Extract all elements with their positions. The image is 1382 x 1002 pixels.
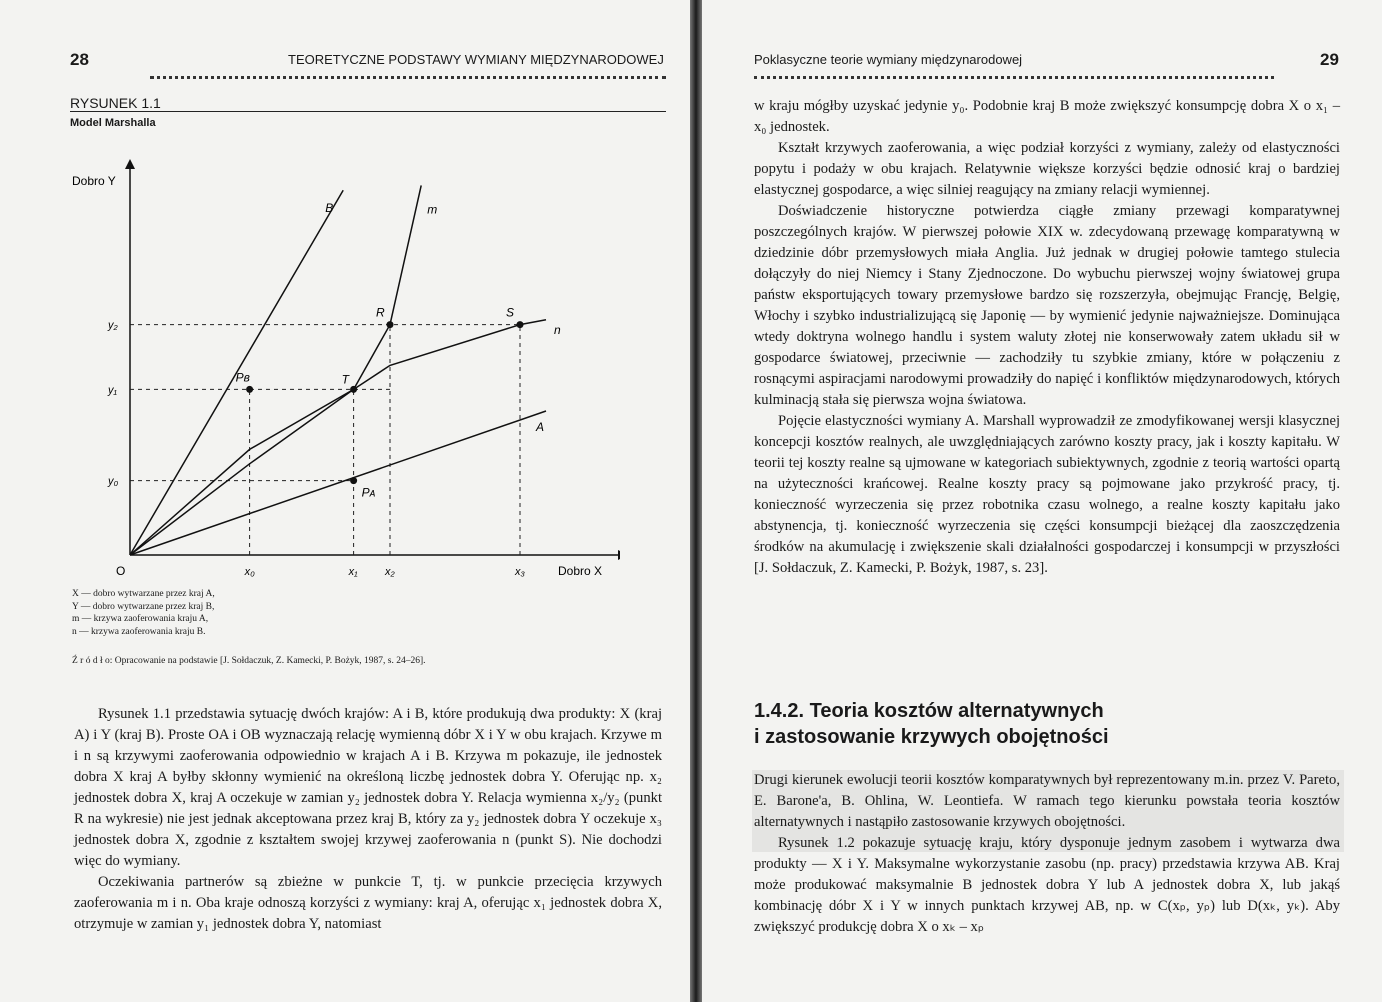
section-heading [754,698,1354,750]
paragraph: Drugi kierunek ewolucji teorii kosztów komparatywnych był reprezentowany m.in. przez V. Pareto, E. Barone'a, B. Ohlina, W. Leontiefa. W ramach tego kierunku powstała teoria kosztów alternatywnych i nastąpiło zastosowanie krzywych obojętności. [754,772,1340,830]
point-Pᴀ [350,477,357,484]
figure-title: Model Marshalla [70,117,156,129]
running-head-right: Poklasyczne teorie wymiany międzynarodowej [754,52,1023,67]
point-label-B: B [325,201,334,216]
x-tick-label: x₀ [244,566,255,578]
x-axis-label: Dobro X [558,564,603,578]
figure-source: Ź r ó d ł o: Opracowanie na podstawie [J. Sołdaczuk, Z. Kamecki, P. Bożyk, 1987, s. 24–26]. [72,656,426,666]
point-label-T: T [341,372,349,387]
left-body-text [74,704,662,935]
series-label-a: A [536,420,545,434]
left-page [0,0,690,1002]
point-label-R: R [376,305,385,320]
legend-item: Y — dobro wytwarzane przez kraj B, [72,601,215,612]
x-axis-arrow [618,550,620,560]
paragraph: Oczekiwania partnerów są zbieżne w punkcie T, tj. w punkcie przecięcia krzywych zaoferowania m i n. Oba kraje odnoszą korzyści z wymiany: kraj A, oferując x₁ jednostek dobra X, otrzymuje w zamian y₁ jednostek dobra Y, natomiast [74,874,662,932]
marshall-chart [60,150,620,580]
series-line-OA [130,411,546,555]
point-T [350,386,357,393]
y-tick-label: y₂ [108,319,118,332]
series-label-n: n [554,322,561,337]
right-body-text [754,96,1340,579]
x-tick-label: x₃ [515,566,525,578]
page-number-left: 28 [70,50,89,69]
x-tick-label: x₁ [348,566,358,578]
series-line-m [130,185,421,555]
legend-item: m — krzywa zaoferowania kraju A, [72,614,209,624]
page-number-right: 29 [1320,50,1339,69]
right-body-text-2 [754,770,1340,938]
section-heading-line: 1.4.2. Teoria kosztów alternatywnych [754,700,1104,722]
paragraph: Doświadczenie historyczne potwierdza ciągłe zmiany przewagi komparatywnej poszczególnych krajów. W pierwszej połowie XIX w. zdecydowaną przewagę komparatywną w dziedzinie dóbr przemysłowych miała Anglia. Już jednak w drugiej połowie tamtego stulecia dołączyły do niej Niemcy i Stany Zjednoczone. Do wybuchu pierwszej wojny światowej grupa państw eksportujących towary przemysłowe bardzo się rozszerzyła, obejmując Francję, Belgię, Włochy i szybko industrializującą się Japonię — by wymienić jedynie najważniejsze. Dominująca wtedy doktryna wolnego handlu i system waluty złotej nie konserwowały zatem układu sił w gospodarce światowej, przeciwnie — zachodziły tu szybkie zmiany, które w połączeniu z rosnącymi aspiracjami narodowymi prowadziły do napięć i konfliktów międzynarodowych, których kulminacją stała się pierwsza wojna światowa. [754,203,1340,408]
paragraph: Rysunek 1.1 przedstawia sytuację dwóch krajów: A i B, które produkują dwa produkty: X (kraj A) i Y (kraj B). Proste OA i OB wyznaczają relację wymienną dóbr X i Y w obu krajach. Krzywe m i n są krzywymi zaoferowania odpowiednio w krajach A i B. Krzywa m pokazuje, ile jednostek dobra X kraj A byłby skłonny wymienić na określoną liczbę jednostek dobra Y. Oferując np. x₂ jednostek dobra X, kraj A oczekuje w zamian y₂ jednostek dobra Y. Relacja wymienna x₂/y₂ (punkt R na wykresie) nie jest jednak akceptowana przez kraj B, który za y₂ jednostek dobra Y oczekuje x₃ jednostek dobra X, zgodnie z kształtem swojej krzywej zaoferowania n (punkt S). Nie dochodzi więc do wymiany. [74,706,662,869]
series-label-m: m [427,202,438,217]
point-R [387,321,394,328]
figure-rule [70,111,666,112]
series-line-n [130,320,546,555]
origin-label: O [116,564,126,578]
y-tick-label: y₁ [108,384,117,397]
y-tick-label: y₀ [108,475,119,488]
figure-legend [72,588,215,638]
y-axis-arrow [125,159,135,169]
point-Pв [246,386,253,393]
section-heading-line: i zastosowanie krzywych obojętności [754,726,1109,748]
paragraph: Rysunek 1.2 pokazuje sytuację kraju, który dysponuje jednym zasobem i wytwarza dwa produkty — X i Y. Maksymalne wykorzystanie zasobu (np. pracy) przedstawia krzywa AB. Kraj może produkować maksymalnie B jednostek dobra Y lub A jednostek dobra X, lub jakąś kombinację dóbr X i Y w innych punktach krzywej AB, np. w C(xₚ, yₚ) lub D(xₖ, yₖ). Aby zwiększyć produkcję dobra X o xₖ – xₚ [754,835,1340,935]
point-label-Pв: Pв [235,370,250,385]
point-S [517,321,524,328]
dotted-rule-left [150,68,666,79]
running-head-left: TEORETYCZNE PODSTAWY WYMIANY MIĘDZYNARODOWEJ [288,52,664,67]
paragraph: w kraju mógłby uzyskać jedynie y₀. Podobnie kraj B może zwiększyć konsumpcję dobra X o x₁ – x₀ jednostek. [754,98,1340,135]
point-label-Pᴀ: Pᴀ [361,485,376,500]
paragraph: Kształt krzywych zaoferowania, a więc podział korzyści z wymiany, zależy od elastyczności popytu i podaży w obu krajach. Relatywnie większe korzyści będzie odnosić kraj o bardziej elastycznej gospodarce, a więc silniej reagujący na zmiany relacji wymiennej. [754,140,1340,198]
paragraph: Pojęcie elastyczności wymiany A. Marshall wyprowadził ze zmodyfikowanej wersji klasycznej koncepcji kosztów realnych, ale uwzględniających zarówno koszty pracy, jak i koszty kapitału. W teorii tej koszty realne są ujmowane w kategoriach subiektywnych, zgodnie z teorią wartości opartą na użyteczności krańcowej. Realne koszty pracy są pojmowane jako przykrość pracy, tj. konieczność wyrzeczenia się przez robotnika czasu wolnego, a realne koszty kapitału jako abstynencja, tj. konieczność wyrzeczenia się części konsumpcji bieżącej dla zaoszczędzenia środków na akumulację i zwiększenie skali działalności gospodarczej i konsumpcji w przyszłości [J. Sołdaczuk, Z. Kamecki, P. Bożyk, 1987, s. 23]. [754,413,1340,576]
legend-item: X — dobro wytwarzane przez kraj A, [72,589,215,599]
legend-item: n — krzywa zaoferowania kraju B. [72,626,206,637]
dotted-rule-right [754,68,1274,79]
point-label-S: S [506,305,515,320]
y-axis-label: Dobro Y [72,174,116,188]
figure-label: RYSUNEK 1.1 [70,95,161,111]
x-tick-label: x₂ [385,566,395,578]
book-gutter [690,0,702,1002]
